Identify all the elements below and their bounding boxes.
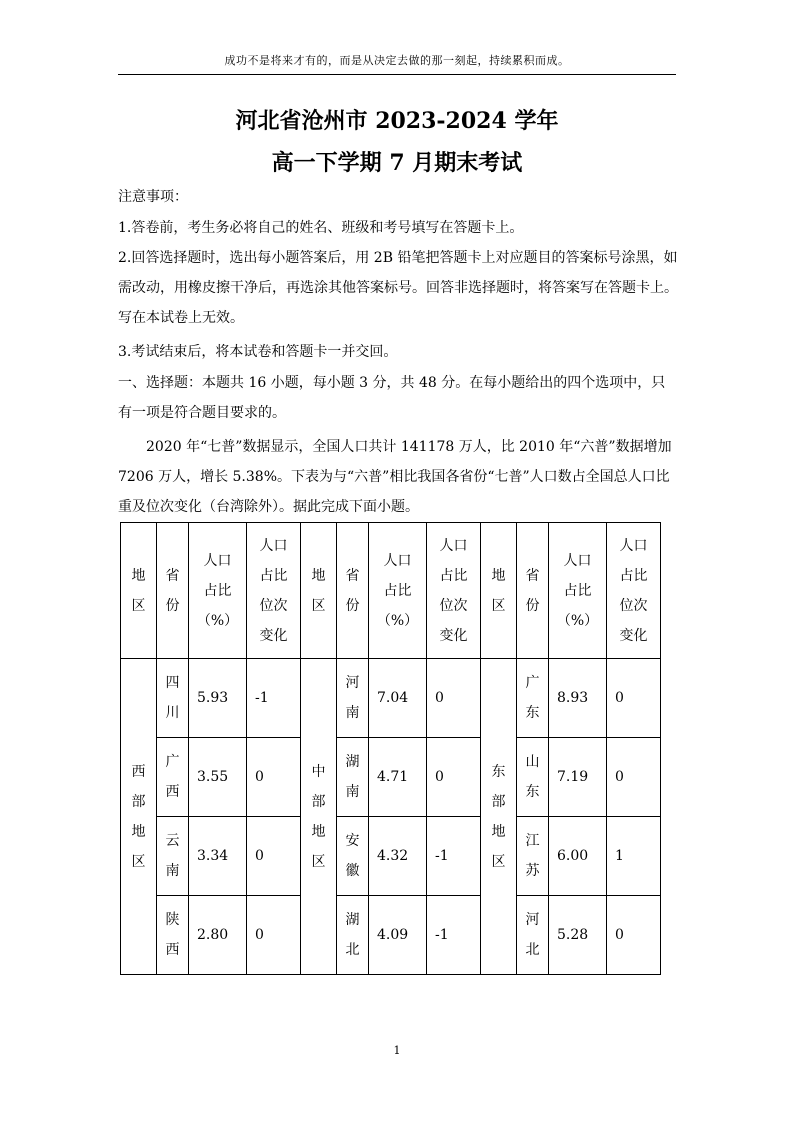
rank-change-value: 0 [247,896,301,975]
rank-change-value: 0 [427,738,481,817]
header-rank-change: 人口 占比 位次 变化 [427,523,481,659]
rank-change-value: -1 [247,659,301,738]
table-row [121,738,661,817]
province-cell: 四 川 [157,659,189,738]
rank-change-value: 0 [607,738,661,817]
share-value: 8.93 [549,659,607,738]
province-cell: 陕 西 [157,896,189,975]
header-region: 地 区 [481,523,517,659]
share-value: 4.09 [369,896,427,975]
rank-change-value: 0 [247,738,301,817]
region-cell: 中 部 地 区 [301,659,337,975]
header-province: 省 份 [517,523,549,659]
province-cell: 江 苏 [517,817,549,896]
share-value: 7.19 [549,738,607,817]
rank-change-value: 0 [607,659,661,738]
table-row [121,659,661,738]
exam-title-line2: 高一下学期 7 月期末考试 [271,150,523,176]
note-item-3: 3.考试结束后，将本试卷和答题卡一并交回。 [118,344,398,360]
note-item-1: 1.答卷前，考生务必将自己的姓名、班级和考号填写在答题卡上。 [118,220,524,236]
header-rank-change: 人口 占比 位次 变化 [247,523,301,659]
header-share: 人口 占比 （%） [549,523,607,659]
header-province: 省 份 [157,523,189,659]
province-cell: 湖 南 [337,738,369,817]
table-row [121,896,661,975]
header-region: 地 区 [121,523,157,659]
table-row [121,817,661,896]
table-header-row [121,523,661,659]
province-cell: 山 东 [517,738,549,817]
rank-change-value: -1 [427,896,481,975]
question-passage: 2020 年“七普”数据显示，全国人口共计 141178 万人，比 2010 年“六普”数据增加 7206 万人，增长 5.38%。下表为与“六普”相比我国各省份“七普”人口数占全国总人口比重及位次变化（台湾除外）。据此完成下面小题。 [118,439,672,515]
header-share: 人口 占比 （%） [189,523,247,659]
page-header-motto: 成功不是将来才有的，而是从决定去做的那一刻起，持续累积而成。 [224,54,570,67]
header-region: 地 区 [301,523,337,659]
rank-change-value: -1 [427,817,481,896]
region-cell: 西 部 地 区 [121,659,157,975]
section-title: 一、选择题：本题共 16 小题，每小题 3 分，共 48 分。在每小题给出的四个选项中，只有一项是符合题目要求的。 [118,375,666,421]
rank-change-value: 0 [247,817,301,896]
rank-change-value: 1 [607,817,661,896]
province-cell: 安 徽 [337,817,369,896]
share-value: 4.32 [369,817,427,896]
share-value: 2.80 [189,896,247,975]
region-cell: 东 部 地 区 [481,659,517,975]
population-table [120,522,661,975]
share-value: 5.93 [189,659,247,738]
exam-title-line1: 河北省沧州市 2023-2024 学年 [235,108,559,134]
province-cell: 广 西 [157,738,189,817]
province-cell: 湖 北 [337,896,369,975]
province-cell: 广 东 [517,659,549,738]
rank-change-value: 0 [607,896,661,975]
share-value: 6.00 [549,817,607,896]
province-cell: 河 北 [517,896,549,975]
province-cell: 河 南 [337,659,369,738]
header-rank-change: 人口 占比 位次 变化 [607,523,661,659]
share-value: 5.28 [549,896,607,975]
note-item-2: 2.回答选择题时，选出每小题答案后，用 2B 铅笔把答题卡上对应题目的答案标号涂黑，如需改动，用橡皮擦干净后，再选涂其他答案标号。回答非选择题时，将答案写在答题卡上。写在本试卷上无效。 [118,250,678,326]
share-value: 3.55 [189,738,247,817]
header-divider [118,74,676,75]
rank-change-value: 0 [427,659,481,738]
share-value: 3.34 [189,817,247,896]
share-value: 4.71 [369,738,427,817]
header-share: 人口 占比 （%） [369,523,427,659]
notes-heading: 注意事项： [118,189,188,205]
province-cell: 云 南 [157,817,189,896]
share-value: 7.04 [369,659,427,738]
page-number: 1 [393,1044,401,1057]
header-province: 省 份 [337,523,369,659]
